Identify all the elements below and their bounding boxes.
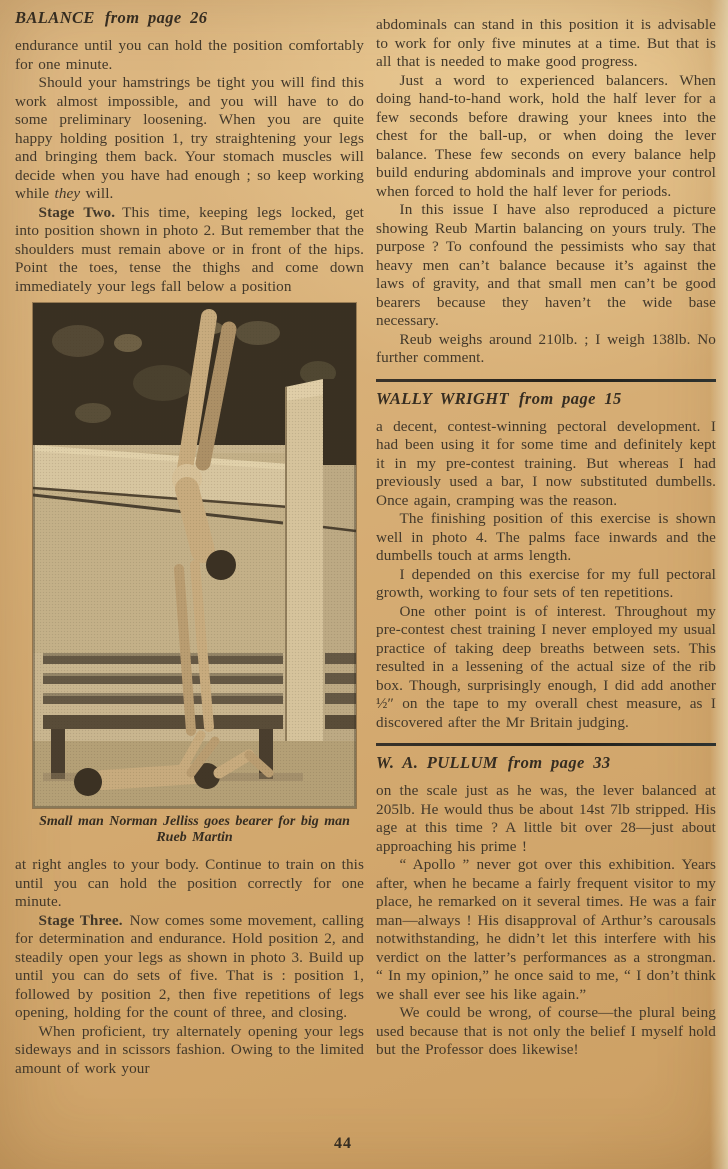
left-column [15,8,364,1078]
photo-caption: Small man Norman Jelliss goes bearer for big man Rueb Martin [39,814,350,845]
paragraph: “ Apollo ” never got over this exhibition. Years after, when he became a fairly frequent visitor to my place, he remarked on it several times. He was a fair man—always ! His disapproval of Arthur’s carousals notwithstanding, he didn’t let this interfere with his verdict on the latter’s performances as a strongman. “ In my opinion,” he once said to me, “ I don’t think we shall ever see his like again.” [376,856,716,1003]
text-run: Now comes some movement, calling for determination and endurance. Hold position 2, and steadily open your legs as shown in photo 3. Build up until you can do sets of five. That is : position 1, followed by position 2, then five repetitions of legs opening, holding for the count of three, and closing. [15,911,364,1021]
text-run: This time, keeping legs locked, get into position shown in photo 2. But remember that the shoulders must remain above or in front of the hips. Point the toes, tense the thighs and come down immediately your legs fall below a position [15,203,364,295]
right-column [376,16,716,1060]
paragraph: on the scale just as he was, the lever balanced at 205lb. He would thus be about 14st 7lb stripped. His age at this time ? A little bit over 28—just about approaching his prime ! [376,782,716,855]
balance-photo [33,303,356,808]
balance-heading-title: BALANCE [15,8,95,27]
paragraph: at right angles to your body. Continue to train on this until you can hold the position correctly for one minute. [15,856,364,910]
paragraph: Reub weighs around 210lb. ; I weigh 138lb. No further comment. [376,330,716,366]
pullum-heading-title: W. A. PULLUM [376,753,498,772]
paragraph: a decent, contest-winning pectoral development. I had been using it for some time and definitely kept it in my pre-contest training. But whereas I had previously used a bar, I now substituted dumbells. Once again, cramping was the reason. [376,417,716,509]
wright-heading-title: WALLY WRIGHT [376,388,510,408]
stage-two-lead: Stage Two. [38,203,116,221]
paragraph [15,74,364,204]
paragraph: abdominals can stand in this position it is advisable to work for only five minutes at a time. But that is all that is needed to make good progress. [376,16,716,70]
text-run: Should your hamstrings be tight you will find this work almost impossible, and you will have to do some preliminary loosening. When you are quite happy holding position 1, try straightening your legs and bringing them back. Your stomach muscles will decide when you have had enough ; so keep working while [15,74,364,202]
paragraph: We could be wrong, of course—the plural being used because that is not only the belief I myself hold but the Professor does likewise! [376,1004,716,1058]
halftone-overlay [33,303,356,808]
pullum-heading-ref: from page 33 [507,753,611,772]
stage-three-lead: Stage Three. [38,911,123,929]
paragraph [15,912,364,1023]
emphasized-word: they [54,185,81,202]
balance-heading-ref: from page 26 [104,8,208,27]
balance-photo-figure [33,303,356,846]
paragraph: One other point is of interest. Throughout my pre-contest chest training I never employed my usual practice of taking deep breaths between sets. This resulted in a lessening of the actual size of the rib box. Though, surprisingly enough, I did add another ½″ on the tape to my overall chest measure, as I discovered after the Mr Britain judging. [376,602,716,731]
page-number: 44 [334,1135,352,1152]
paragraph: endurance until you can hold the position comfortably for one minute. [15,37,364,73]
paragraph: I depended on this exercise for my full pectoral growth, working to four sets of ten repetitions. [376,565,716,601]
balance-section-heading [15,8,364,28]
paragraph: When proficient, try alternately opening your legs sideways and in scissors fashion. Owing to the limited amount of work your [15,1022,364,1077]
paragraph: The finishing position of this exercise is shown well in photo 4. The palms face inwards and the dumbells touch at arms length. [376,510,716,564]
paragraph: In this issue I have also reproduced a picture showing Reub Martin balancing on yours truly. The purpose ? To confound the pessimists who say that heavy men can’t balance because it’s against the laws of gravity, and that small men can’t be good bearers because they haven’t the wide base necessary. [376,201,716,329]
wright-section-heading [376,389,716,409]
section-divider [376,743,716,746]
pullum-section-heading [376,753,716,773]
wright-heading-ref: from page 15 [519,388,622,408]
text-run: will. [80,185,114,202]
section-divider [376,379,716,382]
paragraph [15,204,364,297]
paragraph: Just a word to experienced balancers. When doing hand-to-hand work, hold the half lever for a few seconds before drawing your knees into the chest for the ball-up, or when doing the lever balance. These few seconds on every balance help build enduring abdominals and improve your control when forced to hold the half lever for periods. [376,71,716,200]
